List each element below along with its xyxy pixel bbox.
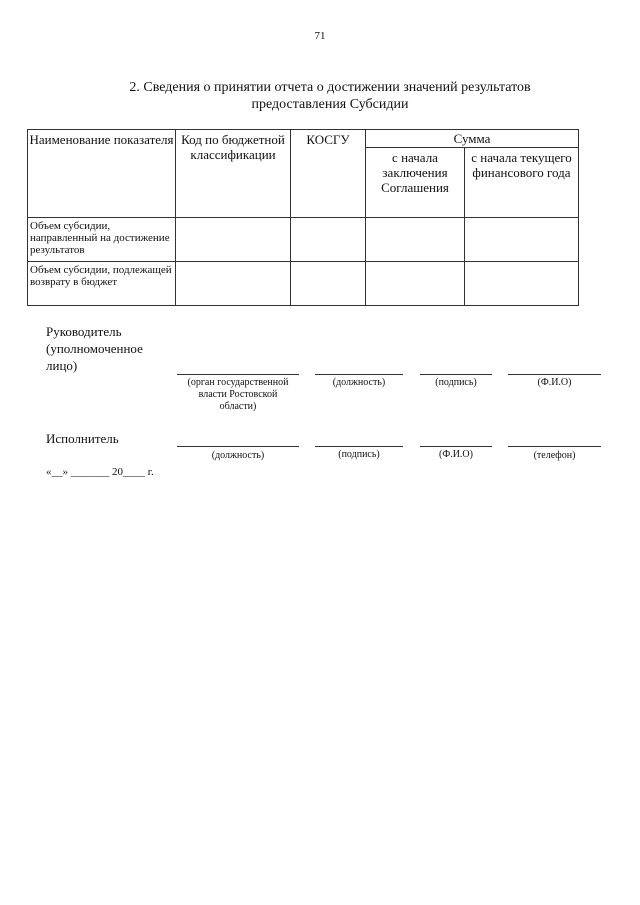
head-caption-position: (должность) [332,377,386,388]
signature-line [177,374,299,375]
table-row [28,262,579,306]
header-indicator-name: Наименование показателя [28,130,176,218]
table-cell [465,262,579,306]
signature-line [315,446,403,447]
signature-line [315,374,403,375]
table-cell [291,218,366,262]
header-since-agreement: с начала заключения Соглашения [366,148,465,218]
head-label: Руководитель (уполномоченное лицо) [46,324,143,373]
header-amount: Сумма [366,130,579,148]
table-cell [291,262,366,306]
header-kosgu: КОСГУ [291,130,366,218]
executor-caption-position: (должность) [211,450,265,461]
table-row [28,218,579,262]
executor-label: Исполнитель [46,431,119,446]
signature-line [420,374,492,375]
section-title-line-1: 2. Сведения о принятии отчета о достижении значений результатов [129,80,531,95]
head-caption-organ: (орган государственной власти Ростовской области) [187,377,289,412]
header-budget-code: Код по бюджетной классификации [176,130,291,218]
signature-line [508,446,601,447]
executor-caption-phone: (телефон) [533,450,576,461]
table-cell [366,218,465,262]
table-cell [465,218,579,262]
executor-caption-name: (Ф.И.О) [438,449,473,460]
table-cell [176,218,291,262]
table-cell [176,262,291,306]
results-table [27,129,579,306]
row-label: Объем субсидии, подлежащей возврату в бюджет [28,262,176,306]
table-cell [366,262,465,306]
row-label: Объем субсидии, направленный на достижение результатов [28,218,176,262]
executor-caption-signature: (подпись) [338,449,380,460]
section-title [60,79,600,113]
signature-line [177,446,299,447]
head-caption-signature: (подпись) [435,377,477,388]
head-caption-name: (Ф.И.О) [537,377,572,388]
page-number: 71 [314,30,326,42]
header-since-fiscal-year: с начала текущего финансового года [465,148,579,218]
signature-line [508,374,601,375]
date-line: «__» _______ 20____ г. [46,466,154,478]
section-title-line-2: предоставления Субсидии [251,97,409,112]
signature-line [420,446,492,447]
